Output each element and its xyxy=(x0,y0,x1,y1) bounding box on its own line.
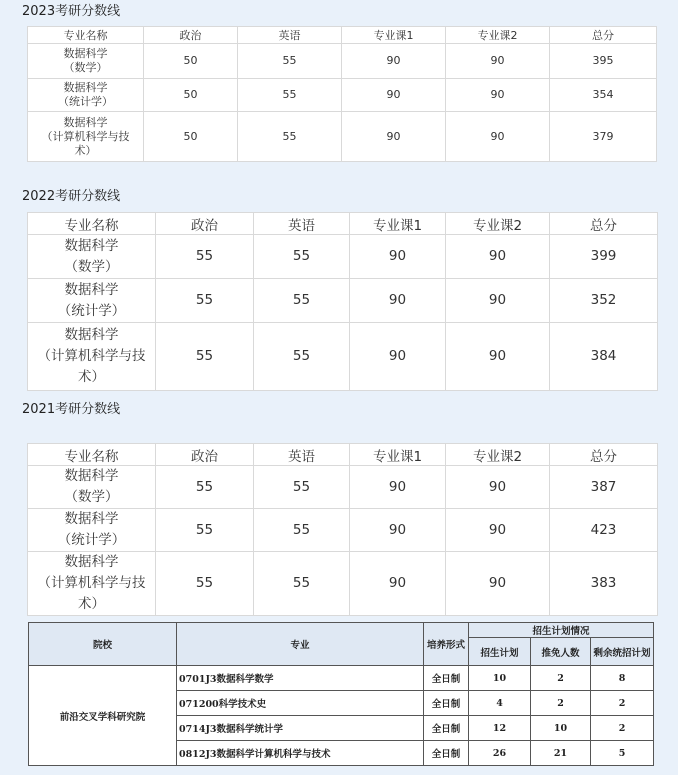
major-cell: 0812J3数据科学计算机科学与技术 xyxy=(177,741,424,766)
total-cell: 352 xyxy=(550,279,658,323)
course2-cell: 90 xyxy=(446,235,550,279)
header-english: 英语 xyxy=(254,213,350,235)
total-cell: 354 xyxy=(550,79,657,112)
table-header-row xyxy=(29,623,654,638)
plan-cell: 10 xyxy=(469,666,531,691)
table-row xyxy=(28,279,658,323)
politics-cell: 50 xyxy=(144,112,238,162)
header-plan-group: 招生计划情况 xyxy=(469,623,654,638)
score-table-2023 xyxy=(27,26,657,162)
table-row xyxy=(29,666,654,691)
course1-cell: 90 xyxy=(350,235,446,279)
total-cell: 384 xyxy=(550,323,658,391)
course2-cell: 90 xyxy=(446,552,550,616)
enrollment-plan-table xyxy=(28,622,654,766)
table-header-row xyxy=(28,444,658,466)
header-major: 专业 xyxy=(177,623,424,666)
exempt-cell: 10 xyxy=(531,716,591,741)
major-cell: 0714J3数据科学统计学 xyxy=(177,716,424,741)
table-row xyxy=(28,112,657,162)
header-politics: 政治 xyxy=(144,27,238,44)
course1-cell: 90 xyxy=(342,79,446,112)
major-cell: 071200科学技术史 xyxy=(177,691,424,716)
english-cell: 55 xyxy=(238,79,342,112)
exempt-cell: 21 xyxy=(531,741,591,766)
header-course2: 专业课2 xyxy=(446,444,550,466)
header-english: 英语 xyxy=(238,27,342,44)
header-course2: 专业课2 xyxy=(446,27,550,44)
major-cell: 数据科学 （统计学） xyxy=(28,79,144,112)
header-plan: 招生计划 xyxy=(469,638,531,666)
course2-cell: 90 xyxy=(446,112,550,162)
remaining-cell: 2 xyxy=(591,716,654,741)
total-cell: 395 xyxy=(550,44,657,79)
plan-cell: 12 xyxy=(469,716,531,741)
english-cell: 55 xyxy=(254,552,350,616)
course2-cell: 90 xyxy=(446,323,550,391)
major-cell: 0701J3数据科学数学 xyxy=(177,666,424,691)
english-cell: 55 xyxy=(254,323,350,391)
politics-cell: 55 xyxy=(156,279,254,323)
exempt-cell: 2 xyxy=(531,666,591,691)
politics-cell: 55 xyxy=(156,552,254,616)
exempt-cell: 2 xyxy=(531,691,591,716)
major-cell: 数据科学 （统计学） xyxy=(28,509,156,552)
table-row xyxy=(28,466,658,509)
mode-cell: 全日制 xyxy=(424,666,469,691)
table-row xyxy=(28,509,658,552)
english-cell: 55 xyxy=(254,509,350,552)
table-row xyxy=(28,235,658,279)
header-course1: 专业课1 xyxy=(350,444,446,466)
course2-cell: 90 xyxy=(446,466,550,509)
major-cell: 数据科学 （数学） xyxy=(28,44,144,79)
major-cell: 数据科学 （计算机科学与技 术） xyxy=(28,323,156,391)
major-cell: 数据科学 （统计学） xyxy=(28,279,156,323)
mode-cell: 全日制 xyxy=(424,716,469,741)
header-total: 总分 xyxy=(550,213,658,235)
header-total: 总分 xyxy=(550,27,657,44)
section-title-2021: 2021考研分数线 xyxy=(22,402,121,417)
english-cell: 55 xyxy=(254,466,350,509)
table-row xyxy=(28,44,657,79)
major-cell: 数据科学 （数学） xyxy=(28,235,156,279)
header-exempt: 推免人数 xyxy=(531,638,591,666)
course2-cell: 90 xyxy=(446,509,550,552)
plan-cell: 26 xyxy=(469,741,531,766)
header-major: 专业名称 xyxy=(28,27,144,44)
english-cell: 55 xyxy=(238,44,342,79)
politics-cell: 55 xyxy=(156,235,254,279)
course2-cell: 90 xyxy=(446,79,550,112)
politics-cell: 55 xyxy=(156,509,254,552)
politics-cell: 55 xyxy=(156,323,254,391)
major-cell: 数据科学 （数学） xyxy=(28,466,156,509)
header-remaining: 剩余统招计划 xyxy=(591,638,654,666)
section-title-2023: 2023考研分数线 xyxy=(22,4,121,19)
english-cell: 55 xyxy=(254,235,350,279)
header-english: 英语 xyxy=(254,444,350,466)
total-cell: 383 xyxy=(550,552,658,616)
english-cell: 55 xyxy=(254,279,350,323)
course1-cell: 90 xyxy=(350,279,446,323)
total-cell: 423 xyxy=(550,509,658,552)
remaining-cell: 8 xyxy=(591,666,654,691)
politics-cell: 55 xyxy=(156,466,254,509)
school-cell: 前沿交叉学科研究院 xyxy=(29,666,177,766)
major-cell: 数据科学 （计算机科学与技 术） xyxy=(28,552,156,616)
total-cell: 379 xyxy=(550,112,657,162)
mode-cell: 全日制 xyxy=(424,691,469,716)
table-row xyxy=(28,79,657,112)
total-cell: 399 xyxy=(550,235,658,279)
section-title-2022: 2022考研分数线 xyxy=(22,189,121,204)
plan-cell: 4 xyxy=(469,691,531,716)
total-cell: 387 xyxy=(550,466,658,509)
course2-cell: 90 xyxy=(446,279,550,323)
table-header-row xyxy=(28,27,657,44)
header-mode: 培养形式 xyxy=(424,623,469,666)
table-header-row xyxy=(28,213,658,235)
politics-cell: 50 xyxy=(144,44,238,79)
header-course1: 专业课1 xyxy=(350,213,446,235)
header-school: 院校 xyxy=(29,623,177,666)
header-major: 专业名称 xyxy=(28,213,156,235)
score-table-2022 xyxy=(27,212,658,391)
header-major: 专业名称 xyxy=(28,444,156,466)
mode-cell: 全日制 xyxy=(424,741,469,766)
score-table-2021 xyxy=(27,443,658,616)
header-course1: 专业课1 xyxy=(342,27,446,44)
course1-cell: 90 xyxy=(350,466,446,509)
course2-cell: 90 xyxy=(446,44,550,79)
header-course2: 专业课2 xyxy=(446,213,550,235)
remaining-cell: 5 xyxy=(591,741,654,766)
english-cell: 55 xyxy=(238,112,342,162)
course1-cell: 90 xyxy=(350,323,446,391)
course1-cell: 90 xyxy=(350,552,446,616)
remaining-cell: 2 xyxy=(591,691,654,716)
politics-cell: 50 xyxy=(144,79,238,112)
course1-cell: 90 xyxy=(342,112,446,162)
major-cell: 数据科学 （计算机科学与技 术） xyxy=(28,112,144,162)
table-row xyxy=(28,552,658,616)
header-total: 总分 xyxy=(550,444,658,466)
header-politics: 政治 xyxy=(156,444,254,466)
course1-cell: 90 xyxy=(350,509,446,552)
course1-cell: 90 xyxy=(342,44,446,79)
table-row xyxy=(28,323,658,391)
header-politics: 政治 xyxy=(156,213,254,235)
